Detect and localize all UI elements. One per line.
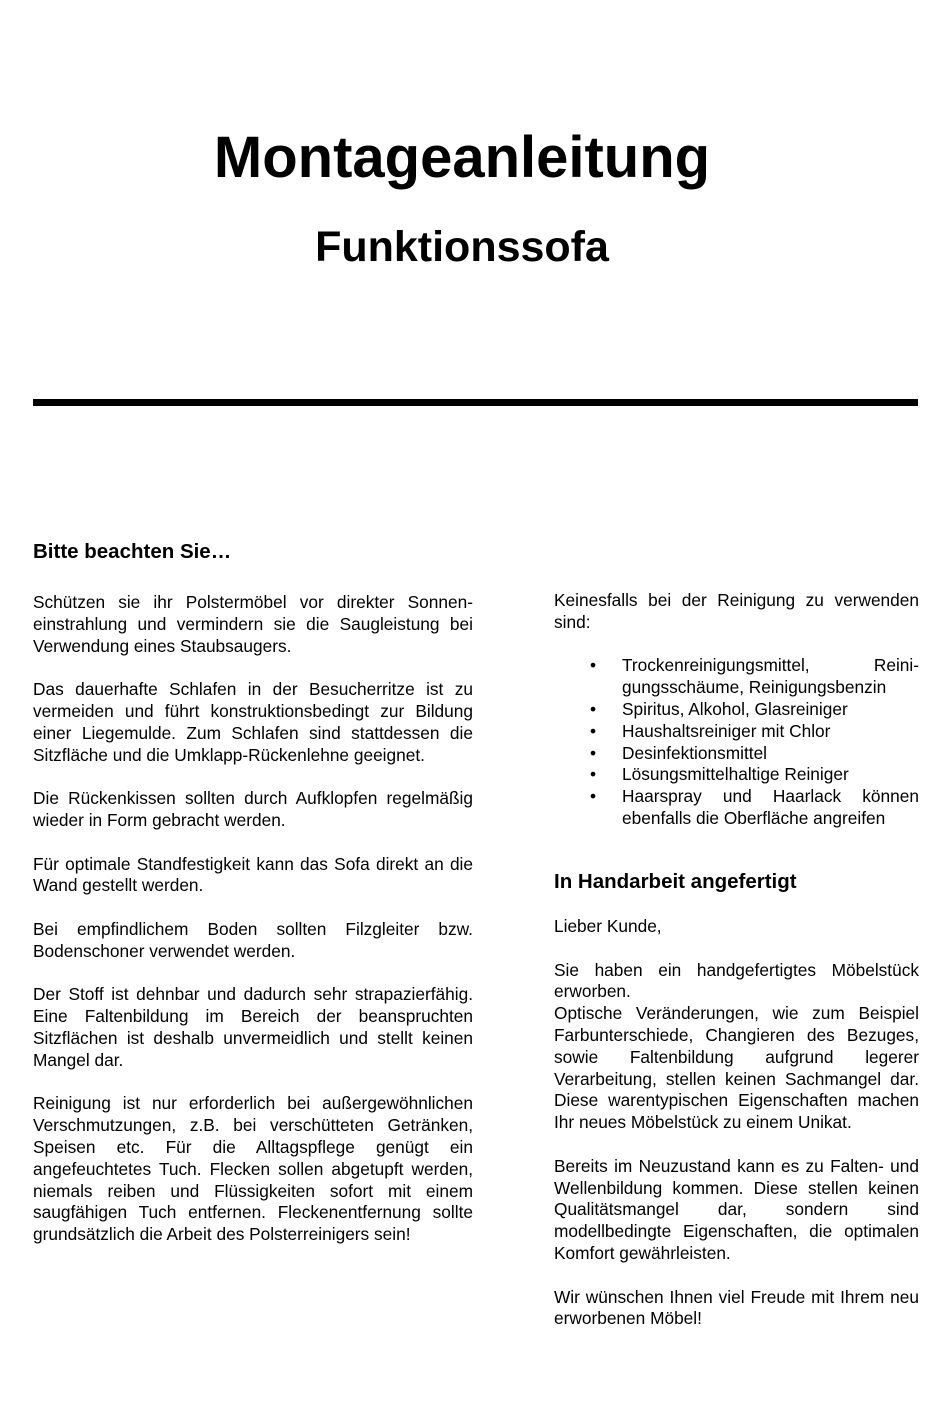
list-item: • Lösungsmittelhaltige Reiniger [590,764,849,785]
list-item: • Haushaltsreiniger mit Chlor [590,720,831,741]
paragraph-floor-protection: Bei empfindlichem Boden sollten Filzgleiter bzw. Bodenschoner verwendet werden. [33,918,473,961]
paragraph-salutation: Lieber Kunde, [554,916,662,936]
paragraph-closing: Wir wünschen Ihnen viel Freude mit Ihrem neu erworbenen Möbel! [554,1286,919,1329]
bullet-icon: • [590,655,597,676]
list-item: • Spiritus, Alkohol, Glasreiniger [590,698,848,719]
bullet-icon: • [590,698,597,719]
bullet-icon: • [590,786,597,807]
document-title: Montageanleitung [213,125,711,190]
paragraph-sun-protection: Schützen sie ihr Polstermöbel vor direkter Sonneneinstrahlung und vermindern sie die Saugleistung bei Verwendung eines Staubsaugers. [33,592,473,656]
paragraph-wrinkles: Bereits im Neuzustand kann es zu Falten- und Wellenbildung kommen. Diese stellen keinen Qualitätsmangel dar, sondern sind modellbedingte Eigenschaften, die optimalen Komfort gewährleisten. [554,1155,919,1263]
bullet-icon: • [590,764,597,785]
horizontal-rule [33,399,918,406]
section-heading-handmade: In Handarbeit angefertigt [554,870,797,893]
paragraph-fabric: Der Stoff ist dehnbar und dadurch sehr strapazierfähig. Eine Faltenbildung im Bereich der beanspruchten Sitzflächen ist deshalb unvermeidlich und stellt keinen Mangel dar. [33,984,473,1070]
section-heading-notes: Bitte beachten Sie… [33,540,232,563]
document-subtitle: Funktionssofa [315,223,609,271]
paragraph-stability: Für optimale Standfestigkeit kann das Sofa direkt an die Wand gestellt werden. [33,853,473,896]
forbidden-cleaners-list [554,655,919,829]
right-column-top [554,590,919,852]
bullet-icon: • [590,742,597,763]
paragraph-handmade: Sie haben ein handgefertigtes Möbelstück erworben. Optische Veränderungen, wie zum Beispiel Farbunterschiede, Changieren des Bezuges, sowie Faltenbildung aufgrund legerer Verarbeitung, stellen keinen Sachmangel dar. Diese warentypischen Eigenschaften machen Ihr neues Möbelstück zu einem Unikat. [554,959,919,1133]
paragraph-sleeping: Das dauerhafte Schlafen in der Besucherritze ist zu vermeiden und führt konstruktionsbedingt zur Bildung einer Liegemulde. Zum Schlafen sind stattdessen die Sitzfläche und die Umklapp-Rückenlehne geeignet. [33,679,473,765]
paragraph-back-cushions: Die Rückenkissen sollten durch Aufklopfen regelmäßig wieder in Form gebracht werden. [33,788,473,830]
list-item: • Haarspray und Haarlack können ebenfalls die Oberfläche angreifen [590,786,919,828]
paragraph-cleaning: Reinigung ist nur erforderlich bei außergewöhnlichen Verschmutzungen, z.B. bei verschütteten Getränken, Speisen etc. Für die Alltagspflege genügt ein angefeuchtetes Tuch. Flecken sollen abgetupft werden, niemals reiben und Flüssigkeiten sofort mit einem saugfähigen Tuch entfernen. Fleckenentfernung sollte grundsätzlich die Arbeit des Polsterreinigers sein! [33,1093,473,1245]
right-column-bottom [554,916,919,1352]
left-column [33,592,473,1268]
list-item: • Desinfektionsmittel [590,742,768,763]
list-item: • Trockenreinigungsmittel, Reinigungsschäume, Reinigungsbenzin [590,655,919,698]
paragraph-do-not-use: Keinesfalls bei der Reinigung zu verwenden sind: [554,590,919,632]
bullet-icon: • [590,720,597,741]
